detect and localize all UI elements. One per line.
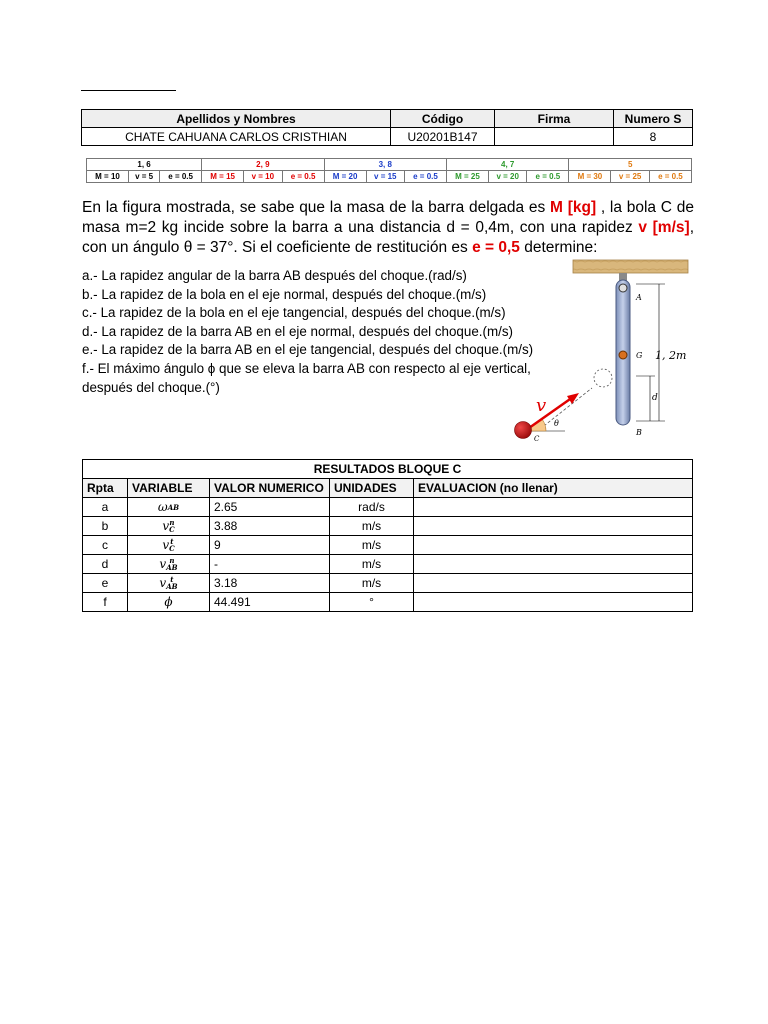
ceiling — [573, 260, 688, 273]
variable-expression — [162, 519, 174, 533]
variable-subscript: C — [169, 525, 175, 535]
variable-subscript: AB — [166, 582, 178, 592]
results-row — [83, 574, 693, 593]
numeric-value: 2.65 — [210, 498, 330, 517]
variable-main: v — [159, 575, 167, 590]
results-header-row — [83, 479, 693, 498]
velocity-label: v [m/s] — [638, 219, 690, 236]
rpta-letter: c — [83, 536, 128, 555]
theta-label: θ — [554, 419, 559, 428]
numeric-value: 3.88 — [210, 517, 330, 536]
label-a: A — [636, 293, 642, 302]
variable-scripts — [169, 538, 175, 552]
problem-text-1: En la figura mostrada, se sabe que la masa de la barra delgada es — [82, 199, 551, 216]
evaluation — [414, 574, 693, 593]
param-group-label: 3, 8 — [324, 159, 446, 171]
numeric-value: - — [210, 555, 330, 574]
param-value: M = 30 — [569, 171, 611, 183]
param-value: e = 0.5 — [282, 171, 324, 183]
header-name: Apellidos y Nombres — [82, 110, 391, 128]
rpta-letter: e — [83, 574, 128, 593]
variable-scripts — [166, 557, 177, 571]
parameters-group-row — [87, 159, 692, 171]
results-row — [83, 593, 693, 612]
problem-statement — [82, 198, 694, 258]
param-value: M = 10 — [87, 171, 129, 183]
variable-subscript: AB — [167, 503, 180, 512]
variable-expression — [159, 557, 177, 571]
student-info-header-row — [82, 110, 693, 128]
evaluation — [414, 498, 693, 517]
numeric-value: 44.491 — [210, 593, 330, 612]
student-number: 8 — [614, 128, 693, 146]
question-d: d.- La rapidez de la barra AB en el eje normal, después del choque.(m/s) — [82, 323, 513, 339]
results-header-value: VALOR NUMERICO — [210, 479, 330, 498]
param-value: v = 25 — [611, 171, 649, 183]
variable-main: ϕ — [164, 595, 173, 609]
label-c: C — [534, 435, 540, 443]
rpta-letter: d — [83, 555, 128, 574]
unit: m/s — [330, 574, 414, 593]
param-value: e = 0.5 — [527, 171, 569, 183]
param-value: v = 20 — [489, 171, 527, 183]
center-g — [619, 351, 627, 359]
variable-scripts — [166, 576, 177, 590]
results-row — [83, 555, 693, 574]
label-b: B — [636, 428, 642, 437]
numeric-value: 9 — [210, 536, 330, 555]
parameters-table — [86, 158, 692, 183]
question-a: a.- La rapidez angular de la barra AB después del choque.(rad/s) — [82, 268, 467, 283]
unit: m/s — [330, 517, 414, 536]
variable-symbol — [128, 536, 210, 555]
ball-ghost — [594, 369, 612, 387]
question-c: c.- La rapidez de la bola en el eje tangencial, después del choque.(m/s) — [82, 305, 506, 321]
param-value: e = 0.5 — [649, 171, 691, 183]
results-row — [83, 498, 693, 517]
variable-superscript: n — [169, 556, 175, 566]
unit: m/s — [330, 536, 414, 555]
v-label: v — [536, 395, 547, 416]
param-value: e = 0.5 — [160, 171, 202, 183]
header-code: Código — [391, 110, 495, 128]
header-signature: Firma — [495, 110, 614, 128]
restitution-label: e = 0,5 — [472, 239, 520, 256]
student-name: CHATE CAHUANA CARLOS CRISTHIAN — [82, 128, 391, 146]
results-title: RESULTADOS BLOQUE C — [83, 460, 693, 479]
variable-main: v — [162, 537, 170, 552]
param-group-label: 1, 6 — [87, 159, 202, 171]
question-f: f.- El máximo ángulo ϕ que se eleva la barra AB con respecto al eje vertical, — [82, 360, 531, 376]
pivot-pin — [619, 284, 627, 292]
variable-scripts — [168, 504, 179, 511]
param-group-label: 5 — [569, 159, 692, 171]
parameters-values-row — [87, 171, 692, 183]
student-info-row — [82, 128, 693, 146]
results-table — [82, 459, 693, 612]
question-e: e.- La rapidez de la barra AB en el eje tangencial, después del choque.(m/s) — [82, 342, 534, 358]
numeric-value: 3.18 — [210, 574, 330, 593]
variable-superscript: n — [169, 518, 175, 528]
variable-subscript: AB — [166, 563, 178, 573]
student-info-table — [81, 109, 693, 146]
problem-text-4: determine: — [519, 239, 598, 256]
results-header-evaluation: EVALUACION (no llenar) — [414, 479, 693, 498]
question-b: b.- La rapidez de la bola en el eje normal, después del choque.(m/s) — [82, 286, 487, 302]
results-header-variable: VARIABLE — [128, 479, 210, 498]
param-value: v = 15 — [366, 171, 404, 183]
unit: rad/s — [330, 498, 414, 517]
variable-superscript: t — [170, 575, 174, 585]
unit: m/s — [330, 555, 414, 574]
evaluation — [414, 555, 693, 574]
rpta-letter: b — [83, 517, 128, 536]
param-value: M = 20 — [324, 171, 366, 183]
param-value: M = 25 — [446, 171, 488, 183]
student-signature — [495, 128, 614, 146]
problem-text-2: , la bola C de masa m=2 kg incide sobre la barra a una distancia d = 0,4m, con una rapidez — [82, 199, 694, 236]
student-code: U20201B147 — [391, 128, 495, 146]
header-number: Numero S — [614, 110, 693, 128]
rpta-letter: f — [83, 593, 128, 612]
variable-symbol — [128, 498, 210, 517]
results-row — [83, 536, 693, 555]
variable-symbol — [128, 555, 210, 574]
results-header-units: UNIDADES — [330, 479, 414, 498]
param-value: v = 5 — [129, 171, 160, 183]
param-value: v = 10 — [244, 171, 282, 183]
results-body — [83, 498, 693, 612]
evaluation — [414, 593, 693, 612]
question-f-cont: después del choque.(°) — [82, 379, 220, 395]
param-group-label: 2, 9 — [202, 159, 324, 171]
variable-superscript: t — [170, 537, 174, 547]
evaluation — [414, 517, 693, 536]
variable-expression — [158, 500, 179, 514]
variable-expression — [159, 576, 177, 590]
results-title-row — [83, 460, 693, 479]
top-rule — [81, 90, 176, 91]
variable-expression — [162, 538, 174, 552]
problem-text-3: , con un ángulo θ = 37°. Si el coeficiente de restitución es — [82, 219, 694, 256]
ball-c — [515, 422, 532, 439]
d-label: d — [652, 393, 658, 403]
param-group-label: 4, 7 — [446, 159, 568, 171]
evaluation — [414, 536, 693, 555]
variable-subscript: C — [169, 544, 175, 554]
variable-main: ω — [157, 500, 168, 514]
param-value: e = 0.5 — [404, 171, 446, 183]
results-row — [83, 517, 693, 536]
variable-scripts — [169, 519, 175, 533]
variable-main: v — [162, 518, 170, 533]
mass-label: M [kg] — [550, 199, 597, 216]
variable-symbol — [128, 574, 210, 593]
results-header-rpta: Rpta — [83, 479, 128, 498]
unit: ° — [330, 593, 414, 612]
problem-figure — [505, 258, 695, 444]
variable-main: v — [159, 556, 167, 571]
variable-expression — [164, 595, 172, 609]
questions-list — [82, 267, 572, 397]
label-g: G — [636, 351, 643, 360]
param-value: M = 15 — [202, 171, 244, 183]
length-label: 1, 2m — [655, 349, 687, 362]
variable-symbol — [128, 593, 210, 612]
variable-symbol — [128, 517, 210, 536]
rpta-letter: a — [83, 498, 128, 517]
